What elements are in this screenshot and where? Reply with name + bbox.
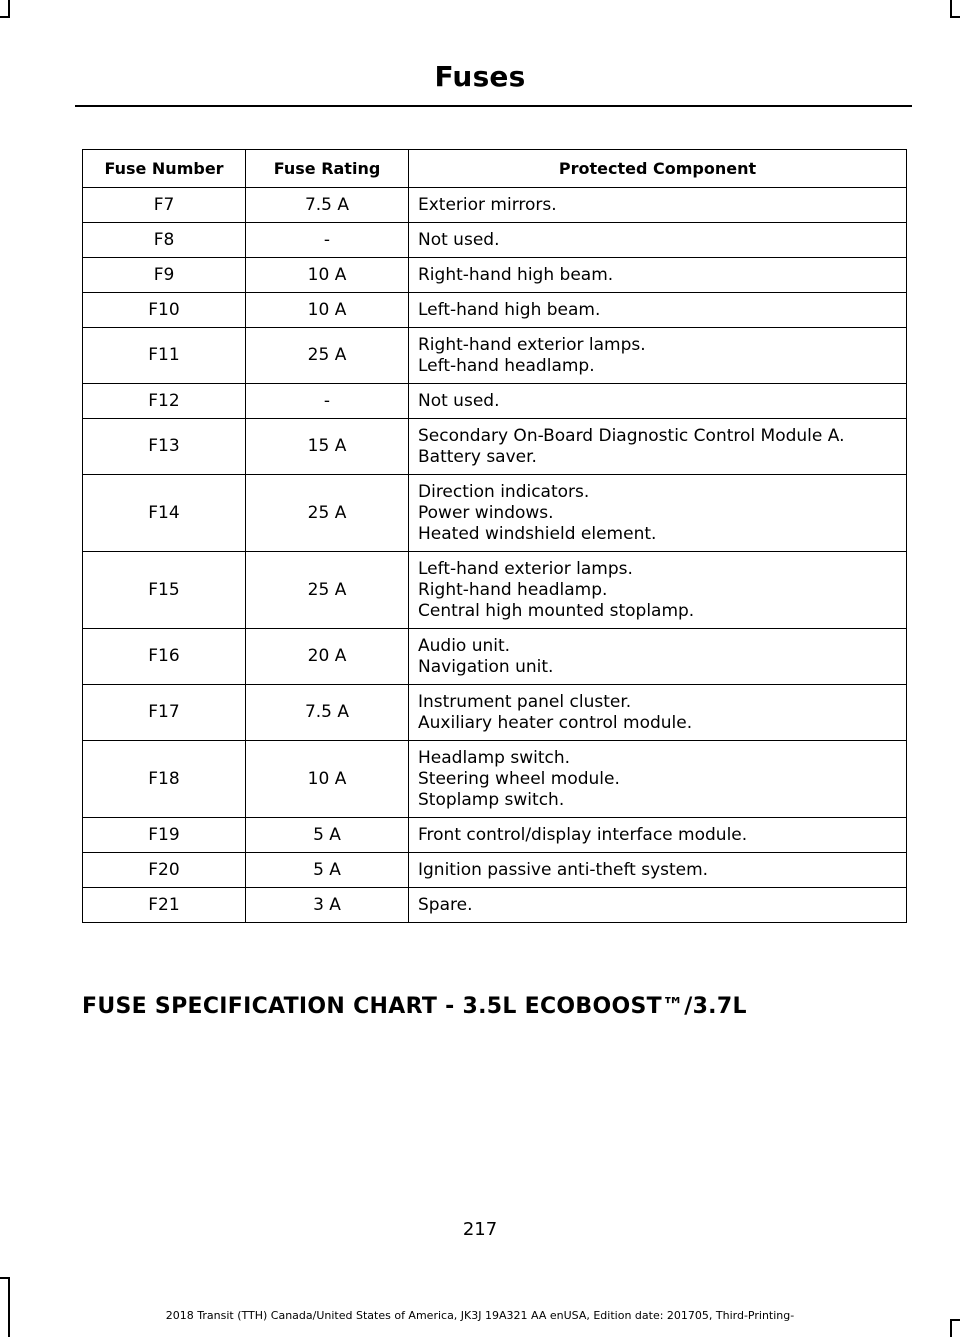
fuse-number-cell: F14 (83, 475, 246, 552)
crop-mark-bottom-left (0, 1277, 10, 1279)
column-header-fuse-rating: Fuse Rating (246, 150, 409, 188)
fuse-rating-cell: 10 A (246, 293, 409, 328)
fuse-rating-cell: 5 A (246, 853, 409, 888)
table-row (83, 258, 907, 293)
component-line: Right-hand high beam. (418, 264, 614, 285)
component-line: Power windows. (418, 502, 554, 523)
fuse-rating-cell: 10 A (246, 258, 409, 293)
component-line: Navigation unit. (418, 656, 554, 677)
component-line: Left-hand high beam. (418, 299, 601, 320)
table-row (83, 888, 907, 923)
table-row (83, 384, 907, 419)
protected-component-cell (409, 188, 907, 223)
table-row (83, 552, 907, 629)
protected-component-cell (409, 818, 907, 853)
fuse-rating-cell: 7.5 A (246, 685, 409, 741)
protected-component-cell (409, 552, 907, 629)
table-row (83, 741, 907, 818)
protected-component-cell (409, 629, 907, 685)
header-divider (75, 105, 912, 107)
fuse-rating-cell: 10 A (246, 741, 409, 818)
fuse-number-cell: F16 (83, 629, 246, 685)
component-line: Instrument panel cluster. (418, 691, 632, 712)
protected-component-cell (409, 293, 907, 328)
column-header-fuse-number: Fuse Number (83, 150, 246, 188)
table-row (83, 853, 907, 888)
table-row (83, 223, 907, 258)
component-line: Not used. (418, 390, 500, 411)
component-line: Not used. (418, 229, 500, 250)
fuse-number-cell: F10 (83, 293, 246, 328)
component-line: Battery saver. (418, 446, 537, 467)
component-line: Left-hand headlamp. (418, 355, 595, 376)
fuse-number-cell: F21 (83, 888, 246, 923)
component-line: Left-hand exterior lamps. (418, 558, 633, 579)
protected-component-cell (409, 741, 907, 818)
crop-mark-bottom-left (8, 1277, 10, 1337)
section-heading: FUSE SPECIFICATION CHART - 3.5L ECOBOOST™/3.7L (82, 994, 747, 1019)
table-row (83, 293, 907, 328)
component-line: Right-hand headlamp. (418, 579, 608, 600)
fuse-number-cell: F12 (83, 384, 246, 419)
protected-component-cell (409, 853, 907, 888)
fuse-number-cell: F11 (83, 328, 246, 384)
component-line: Steering wheel module. (418, 768, 620, 789)
fuse-rating-cell: - (246, 384, 409, 419)
fuse-rating-cell: 15 A (246, 419, 409, 475)
fuse-number-cell: F17 (83, 685, 246, 741)
component-line: Ignition passive anti-theft system. (418, 859, 709, 880)
page-title: Fuses (434, 60, 526, 93)
table-row (83, 629, 907, 685)
component-line: Heated windshield element. (418, 523, 657, 544)
fuse-number-cell: F18 (83, 741, 246, 818)
component-line: Audio unit. (418, 635, 511, 656)
table-row (83, 685, 907, 741)
fuse-rating-cell: - (246, 223, 409, 258)
protected-component-cell (409, 328, 907, 384)
component-line: Direction indicators. (418, 481, 590, 502)
protected-component-cell (409, 419, 907, 475)
fuse-rating-cell: 25 A (246, 328, 409, 384)
protected-component-cell (409, 475, 907, 552)
table-row (83, 818, 907, 853)
fuse-rating-cell: 5 A (246, 818, 409, 853)
fuse-number-cell: F8 (83, 223, 246, 258)
column-header-protected-component: Protected Component (409, 150, 907, 188)
protected-component-cell (409, 685, 907, 741)
fuse-rating-cell: 25 A (246, 475, 409, 552)
protected-component-cell (409, 888, 907, 923)
page-number: 217 (462, 1219, 498, 1240)
component-line: Right-hand exterior lamps. (418, 334, 646, 355)
component-line: Central high mounted stoplamp. (418, 600, 695, 621)
component-line: Exterior mirrors. (418, 194, 557, 215)
crop-mark-top-right (950, 16, 960, 18)
fuse-rating-cell: 25 A (246, 552, 409, 629)
crop-mark-top-left (0, 16, 10, 18)
table-row (83, 419, 907, 475)
protected-component-cell (409, 384, 907, 419)
component-line: Headlamp switch. (418, 747, 571, 768)
fuse-number-cell: F7 (83, 188, 246, 223)
table-row (83, 475, 907, 552)
fuse-rating-cell: 3 A (246, 888, 409, 923)
protected-component-cell (409, 223, 907, 258)
protected-component-cell (409, 258, 907, 293)
table-row (83, 188, 907, 223)
fuse-number-cell: F20 (83, 853, 246, 888)
component-line: Front control/display interface module. (418, 824, 748, 845)
fuse-rating-cell: 7.5 A (246, 188, 409, 223)
component-line: Stoplamp switch. (418, 789, 565, 810)
component-line: Auxiliary heater control module. (418, 712, 693, 733)
table-row (83, 328, 907, 384)
footer-edition-info: 2018 Transit (TTH) Canada/United States of America, JK3J 19A321 AA enUSA, Edition date: 201705, Third-Printing- (165, 1309, 795, 1322)
fuse-number-cell: F13 (83, 419, 246, 475)
table-header-row (83, 150, 907, 188)
component-line: Secondary On-Board Diagnostic Control Module A. (418, 425, 845, 446)
fuse-table (82, 149, 907, 923)
fuse-rating-cell: 20 A (246, 629, 409, 685)
fuse-number-cell: F15 (83, 552, 246, 629)
fuse-number-cell: F19 (83, 818, 246, 853)
fuse-number-cell: F9 (83, 258, 246, 293)
component-line: Spare. (418, 894, 473, 915)
